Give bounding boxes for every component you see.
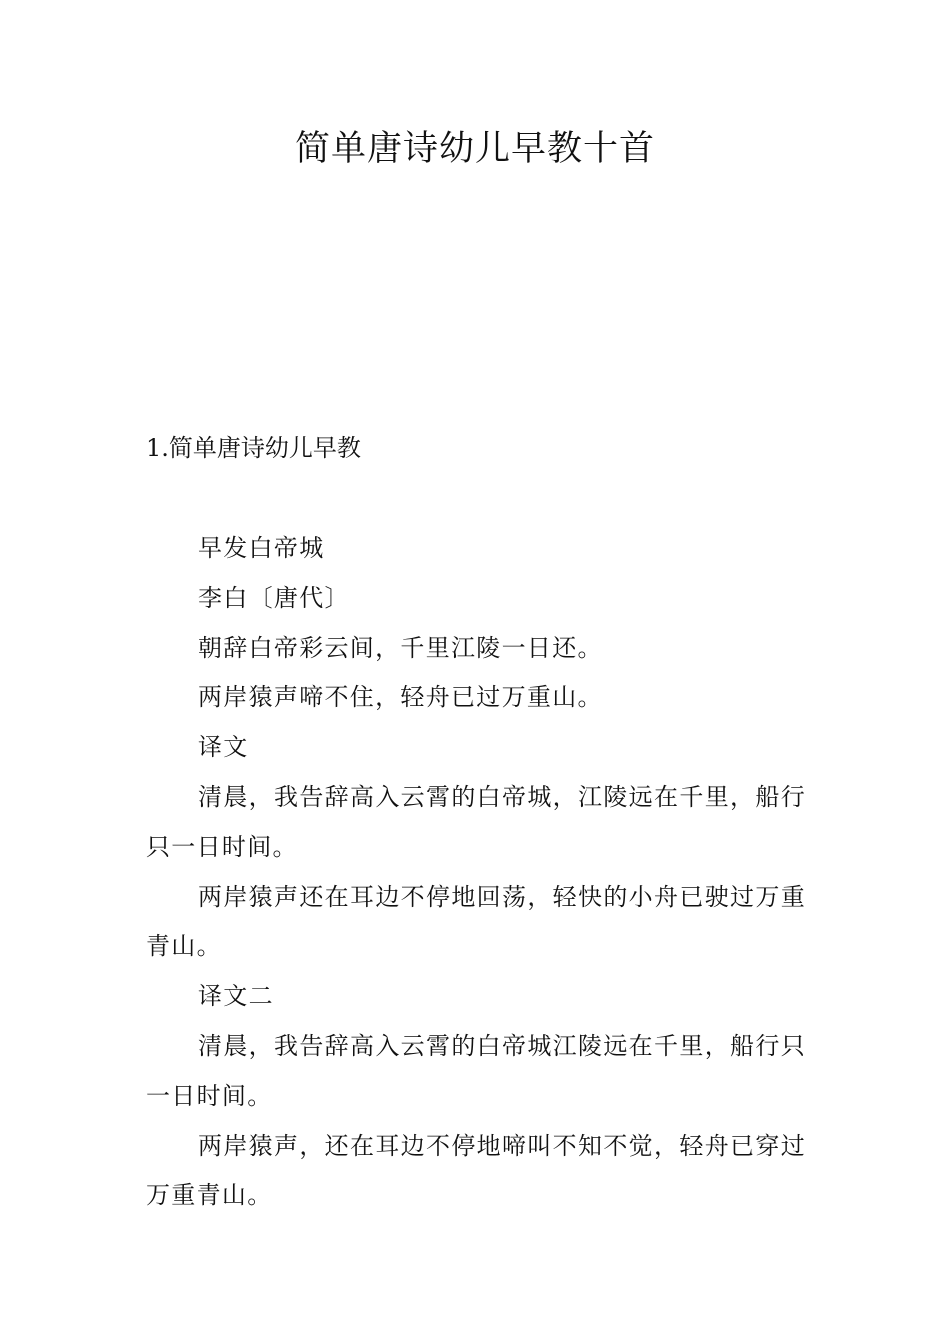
poem-title: 早发白帝城 — [198, 534, 325, 562]
translation-heading: 译文 — [198, 733, 249, 762]
section-heading: 1.简单唐诗幼儿早教 — [146, 434, 361, 462]
translation-paragraph: 清晨，我告辞高入云霄的白帝城江陵远在千里，船行只一日时间。 — [146, 1031, 806, 1110]
translation-paragraph: 清晨，我告辞高入云霄的白帝城，江陵远在千里，船行只一日时间。 — [146, 782, 806, 861]
poem-author: 李白〔唐代〕 — [198, 583, 350, 612]
poem-line: 朝辞白帝彩云间，千里江陵一日还。 — [198, 633, 603, 662]
translation-heading: 译文二 — [198, 982, 274, 1011]
poem-line: 两岸猿声啼不住，轻舟已过万重山。 — [198, 683, 603, 712]
document-title: 简单唐诗幼儿早教十首 — [294, 129, 655, 169]
translation-paragraph: 两岸猿声，还在耳边不停地啼叫不知不觉，轻舟已穿过万重青山。 — [146, 1131, 806, 1210]
poem-body — [146, 524, 806, 1221]
translation-paragraph: 两岸猿声还在耳边不停地回荡，轻快的小舟已驶过万重青山。 — [146, 882, 806, 961]
